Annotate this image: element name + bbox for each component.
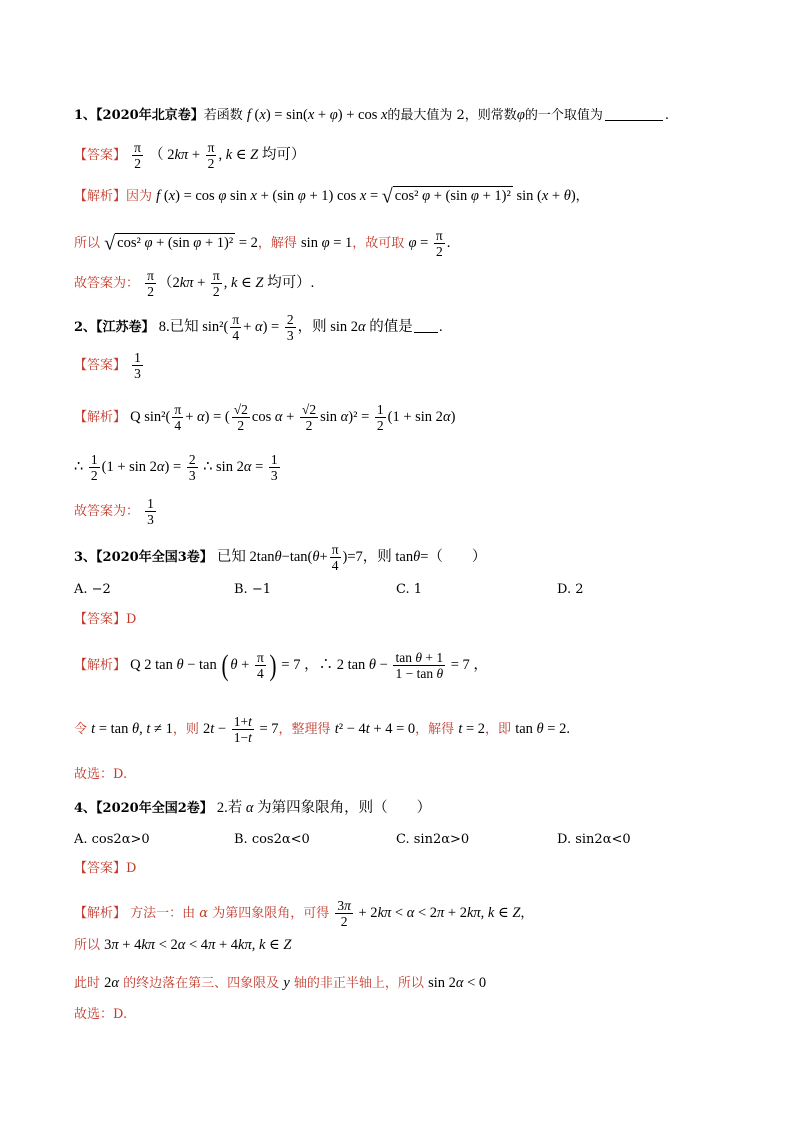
q1-source: 【2020年北京卷】 <box>96 108 204 123</box>
q3-number: 3、 <box>74 549 97 565</box>
q4-answer-tag: 【答案】 <box>74 861 127 876</box>
q1-final-value: $\frac{\pi}{2}$ （2kπ + $\frac{\pi}{2}$ , k ∈ Z 均可）. <box>147 268 315 299</box>
q2-analysis-tag: 【解析】 <box>74 409 127 425</box>
q3-source: 【2020年全国3卷】 <box>96 549 213 565</box>
q1-number: 1、 <box>74 108 97 123</box>
q2-analysis-formula-2: ∴ $\frac{1}{2}$ (1 + sin 2α) = $\frac{2}{3}$ ∴ sin 2α = $\frac{1}{3}$ <box>74 452 278 483</box>
q3-analysis-formula-4: t² − 4t + 4 = 0 <box>334 720 416 737</box>
q1-end: . <box>664 108 669 123</box>
q4-number: 4、 <box>74 801 97 816</box>
q3-answer <box>74 613 136 626</box>
q1-step2-tail: ，故可取 <box>352 235 405 251</box>
q4-answer-value: D <box>126 861 137 876</box>
q1-final-tag: 故答案为： <box>74 275 140 291</box>
q1-analysis: 【解析】因为 f (x) = cos φ sin x + (sin φ + 1) cos x = √ cos² φ + (sin φ + 1)² sin (x + θ)， <box>74 185 589 208</box>
q4-analysis-3-b: 的终边落在第三、四象限及 <box>123 976 280 991</box>
q2-final <box>74 496 158 527</box>
q1-answer-frac: $\frac{\pi}{2}$ <box>134 140 141 171</box>
q1-step2-result: sin φ = 1 <box>301 234 353 251</box>
q2-answer-tag: 【答案】 <box>74 358 127 373</box>
q3-analysis-formula: Q 2 tan θ − tan ( θ + $\frac{\pi}{4}$ ) = 7 ，∴ 2 tan θ − $\frac{\text{tan θ + 1}}{\text{1 − tan θ}}$ = 7 ， <box>130 648 488 682</box>
q4-stem <box>74 801 431 816</box>
q2-answer-blank <box>414 332 438 333</box>
q1-final <box>74 268 314 299</box>
q3-analysis-1 <box>74 650 488 681</box>
q1-analysis-lead: 因为 <box>126 189 153 204</box>
q3-analysis-formula-3: 2t − $\frac{1+t}{1-t}$ = 7 <box>203 714 279 745</box>
q1-stem <box>74 108 669 123</box>
q1-text-b: 的最大值为 2，则常数 <box>387 108 517 123</box>
q4-text: 2.若 α 为第四象限角，则（ ） <box>216 800 432 816</box>
q1-step2-lead: 所以 <box>74 235 101 251</box>
q1-answer-note: （ 2kπ + $\frac{\pi}{2}$ , k ∈ Z 均可） <box>149 140 306 172</box>
q1-step2 <box>74 228 450 259</box>
q3-answer-value: D <box>126 612 137 627</box>
q4-analysis-2-lead: 所以 <box>74 938 101 953</box>
q1-text-c: 的一个取值为 <box>524 108 603 123</box>
q1-answer-tag: 【答案】 <box>74 148 127 163</box>
q2-final-tag: 故答案为： <box>74 504 140 519</box>
q3-option-c: C. 1 <box>396 582 423 597</box>
q1-func: f (x) = sin(x + φ) + cos x <box>246 107 388 123</box>
q2-analysis-1 <box>74 402 455 433</box>
q4-analysis-3-a: 此时 <box>74 976 101 991</box>
q3-analysis-2-lead: 令 <box>74 721 88 737</box>
q4-analysis-2 <box>74 938 291 953</box>
q4-analysis-formula-1: $\frac{3\pi}{2}$ + 2kπ < α < 2π + 2kπ, k ∈ Z <box>337 898 521 929</box>
q4-analysis-3-y: y <box>283 975 290 991</box>
q4-option-d: D. sin2α<0 <box>557 832 631 847</box>
q4-option-c: C. sin2α>0 <box>396 832 470 847</box>
q3-analysis-tag: 【解析】 <box>74 657 127 673</box>
q4-analysis-3-c: 轴的非正半轴上，所以 <box>293 976 424 991</box>
q4-analysis-tag: 【解析】 <box>74 905 127 921</box>
q4-analysis-3-alpha: 2α <box>104 975 120 991</box>
q3-option-d: D. 2 <box>557 582 584 597</box>
q2-analysis-formula: Q sin²( $\frac{\pi}{4}$ + α) = ( $\frac{√2}{2}$ cos α + $\frac{√2}{2}$ sin α)² = $\frac{1}{2}$ (1 + sin 2α) <box>130 402 456 433</box>
q4-option-b: B. cos2α<0 <box>234 832 310 847</box>
q3-answer-tag: 【答案】 <box>74 612 127 627</box>
q3-option-b: B. −1 <box>234 582 271 597</box>
q4-analysis-formula-2: 3π + 4kπ < 2α < 4π + 4kπ, k ∈ Z <box>104 937 292 953</box>
q1-analysis-tag: 【解析】 <box>74 189 127 204</box>
q1-text-a: 若函数 <box>203 108 243 123</box>
q2-source: 【江苏卷】 <box>96 319 155 335</box>
q2-stem: 2、【江苏卷】 8.已知 sin²( $\frac{\pi}{4}$ + α) = $\frac{2}{3}$ ，则 sin 2α 的值是 . <box>74 312 443 343</box>
q2-final-value: $\frac{1}{3}$ <box>147 496 154 527</box>
q2-answer <box>74 350 145 381</box>
q4-analysis-3-result: sin 2α < 0 <box>428 975 487 991</box>
q1-analysis-formula: f (x) = cos φ sin x + (sin φ + 1) cos x = √ cos² φ + (sin φ + 1)² sin (x + θ) <box>156 185 576 208</box>
q4-final: 故选：D. <box>74 1007 128 1022</box>
q3-analysis-formula-6: tan θ = 2. <box>515 720 570 737</box>
q4-analysis-lead: 方法一：由 α 为第四象限角，可得 <box>130 905 330 921</box>
q3-text: 已知 2tanθ−tan(θ+ $\frac{\pi}{4}$ )=7，则 tanθ=（ ） <box>216 542 487 573</box>
q3-final: 故选：D. <box>74 767 128 782</box>
q2-answer-value: $\frac{1}{3}$ <box>134 350 141 381</box>
q2-analysis-2 <box>74 452 282 483</box>
q1-answer-blank <box>605 120 663 121</box>
q4-analysis-1: 【解析】 方法一：由 α 为第四象限角，可得 $\frac{3\pi}{2}$ + 2kπ < α < 2π + 2kπ, k ∈ Z， <box>74 898 534 929</box>
q1-step2-phi: φ = $\frac{\pi}{2}$ . <box>408 228 451 259</box>
q4-analysis-3 <box>74 976 486 991</box>
q4-option-a: A. cos2α>0 <box>74 832 150 847</box>
q4-source: 【2020年全国2卷】 <box>96 801 213 816</box>
q1-step2-formula: √ cos² φ + (sin φ + 1)² = 2 <box>104 232 258 255</box>
q1-phi: φ <box>516 107 525 123</box>
q3-analysis-2: 令 t = tan θ, t ≠ 1，则 2t − $\frac{1+t}{1-t}$ = 7，整理得 t² − 4t + 4 = 0，解得 t = 2，即 tan θ = 2. <box>74 714 570 745</box>
q3-analysis-formula-5: t = 2 <box>458 720 486 737</box>
q1-step2-mid: ，解得 <box>257 235 297 251</box>
q3-analysis-formula-2: t = tan θ, t ≠ 1 <box>91 720 173 737</box>
q1-answer <box>74 140 305 171</box>
q3-option-a: A. −2 <box>74 582 111 597</box>
q2-number: 2、 <box>74 319 97 335</box>
q2-text: 8.已知 sin²( $\frac{\pi}{4}$ + α) = $\frac{2}{3}$ ，则 sin 2α 的值是 <box>158 312 413 343</box>
q4-answer <box>74 862 136 875</box>
q3-stem <box>74 542 486 573</box>
